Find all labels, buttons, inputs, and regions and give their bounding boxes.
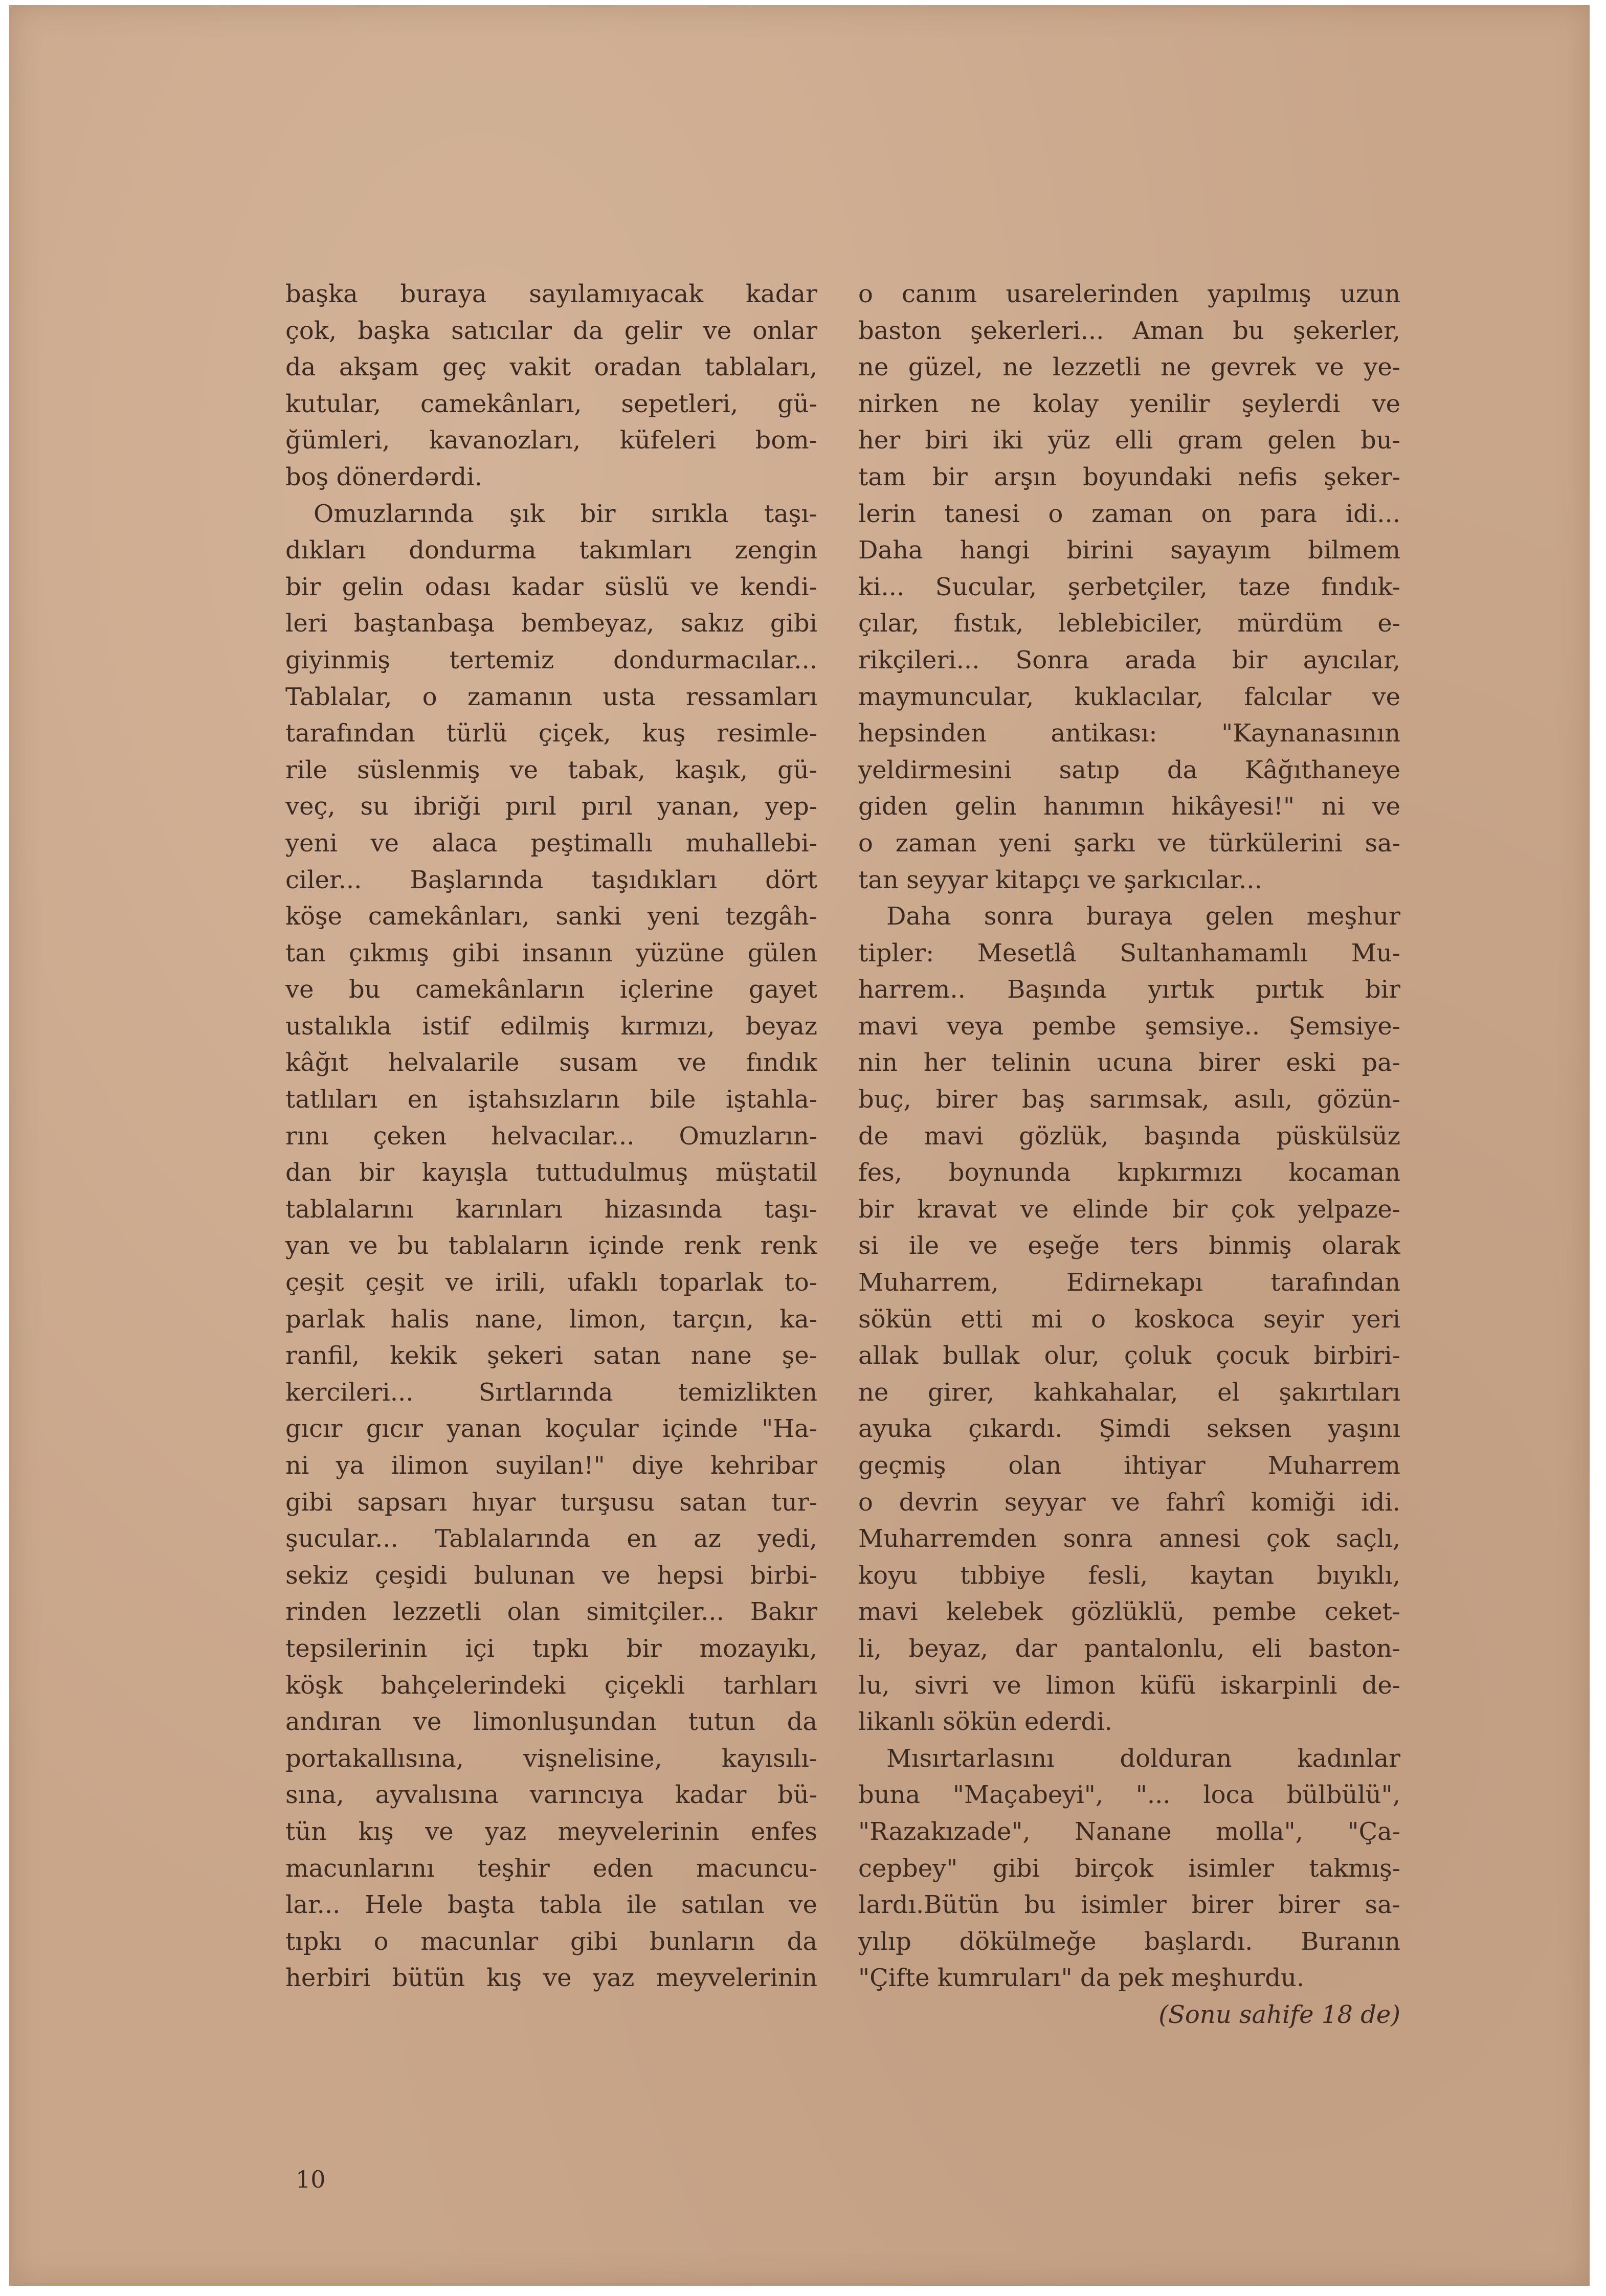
text-line: veç, su ibriği pırıl pırıl yanan, yep-	[285, 792, 817, 821]
text-line: buna "Maçabeyi", "... loca bülbülü",	[858, 1781, 1400, 1810]
text-line: tam bir arşın boyundaki nefis şeker-	[858, 462, 1400, 491]
text-line: "Çifte kumruları" da pek meşhurdu.	[858, 1964, 1305, 1993]
text-line: boş dönerdərdi.	[285, 462, 482, 491]
text-line: bir gelin odası kadar süslü ve kendi-	[285, 572, 817, 601]
text-line: lerin tanesi o zaman on para idi...	[858, 499, 1400, 528]
text-line: dan bir kayışla tuttudulmuş müştatil	[285, 1158, 817, 1187]
text-line: şucular... Tablalarında en az yedi,	[285, 1524, 817, 1554]
text-line: başka buraya sayılamıyacak kadar	[285, 280, 817, 308]
text-line: çılar, fıstık, leblebiciler, mürdüm e-	[858, 609, 1400, 638]
text-line: lar... Hele başta tabla ile satılan ve	[285, 1890, 817, 1920]
text-line: rile süslenmiş ve tabak, kaşık, gü-	[285, 755, 817, 784]
text-line: rinden lezzetli olan simitçiler... Bakır	[285, 1597, 817, 1627]
text-line: o canım usarelerinden yapılmış uzun	[858, 280, 1400, 308]
text-line: Muharremden sonra annesi çok saçlı,	[858, 1524, 1400, 1554]
text-line: hepsinden antikası: "Kaynanasının	[858, 719, 1400, 748]
text-line: ciler... Başlarında taşıdıkları dört	[285, 865, 817, 894]
text-line: andıran ve limonluşundan tutun da	[285, 1707, 817, 1737]
text-line: tatlıları en iştahsızların bile iştahla-	[285, 1085, 817, 1114]
text-line: sına, ayvalısına varıncıya kadar bü-	[285, 1781, 817, 1810]
text-line: ni ya ilimon suyilan!" diye kehribar	[285, 1451, 817, 1480]
text-line: de mavi gözlük, başında püskülsüz	[858, 1121, 1400, 1151]
text-line: herbiri bütün kış ve yaz meyvelerinin	[285, 1964, 817, 1993]
page-number: 10	[296, 2166, 326, 2193]
text-line: her biri iki yüz elli gram gelen bu-	[858, 426, 1400, 455]
text-line: ne girer, kahkahalar, el şakırtıları	[858, 1378, 1400, 1407]
text-line: tepsilerinin içi tıpkı bir mozayıkı,	[285, 1634, 817, 1663]
text-line: tablalarını karınları hizasında taşı-	[285, 1195, 817, 1224]
text-line: ayuka çıkardı. Şimdi seksen yaşını	[858, 1414, 1400, 1444]
text-line: bir kravat ve elinde bir çok yelpaze-	[858, 1195, 1400, 1224]
text-column-left	[285, 276, 817, 1997]
text-line: tipler: Mesetlâ Sultanhamamlı Mu-	[858, 938, 1400, 967]
text-line: maymuncular, kuklacılar, falcılar ve	[858, 682, 1400, 711]
text-line: fes, boynunda kıpkırmızı kocaman	[858, 1158, 1400, 1187]
text-line: li, beyaz, dar pantalonlu, eli baston-	[858, 1634, 1400, 1663]
text-line: portakallısına, vişnelisine, kayısılı-	[285, 1744, 817, 1773]
text-line: tarafından türlü çiçek, kuş resimle-	[285, 719, 817, 748]
text-line: çok, başka satıcılar da gelir ve onlar	[285, 316, 817, 345]
text-line: da akşam geç vakit oradan tablaları,	[285, 353, 817, 382]
text-line: yan ve bu tablaların içinde renk renk	[285, 1231, 817, 1260]
text-line: harrem.. Başında yırtık pırtık bir	[858, 975, 1400, 1004]
text-line: tıpkı o macunlar gibi bunların da	[285, 1927, 817, 1956]
text-line: ne güzel, ne lezzetli ne gevrek ve ye-	[858, 353, 1400, 382]
text-line: sekiz çeşidi bulunan ve hepsi birbi-	[285, 1561, 817, 1590]
text-line: lardı.Bütün bu isimler birer birer sa-	[858, 1890, 1400, 1920]
text-line: likanlı sökün ederdi.	[858, 1707, 1112, 1737]
text-line: giden gelin hanımın hikâyesi!" ni ve	[858, 792, 1400, 821]
text-line: buç, birer baş sarımsak, asılı, gözün-	[858, 1085, 1400, 1114]
text-line: Mısırtarlasını dolduran kadınlar	[886, 1744, 1400, 1773]
text-line: Daha hangi birini sayayım bilmem	[858, 536, 1400, 565]
text-line: mavi veya pembe şemsiye.. Şemsiye-	[858, 1011, 1400, 1041]
text-line: nirken ne kolay yenilir şeylerdi ve	[858, 389, 1400, 418]
text-line: köşk bahçelerindeki çiçekli tarhları	[285, 1671, 817, 1700]
text-line: tan seyyar kitapçı ve şarkıcılar...	[858, 865, 1262, 894]
text-column-right	[858, 276, 1400, 2034]
text-line: nin her telinin ucuna birer eski pa-	[858, 1048, 1400, 1077]
text-line: Daha sonra buraya gelen meşhur	[886, 902, 1400, 931]
text-line: mavi kelebek gözlüklü, pembe ceket-	[858, 1597, 1400, 1627]
text-line: koyu tıbbiye fesli, kaytan bıyıklı,	[858, 1561, 1400, 1590]
text-line: o devrin seyyar ve fahrî komiği idi.	[858, 1488, 1400, 1517]
text-line: "Razakızade", Nanane molla", "Ça-	[858, 1817, 1400, 1846]
text-line: yılıp dökülmeğe başlardı. Buranın	[858, 1927, 1400, 1956]
text-line: kercileri... Sırtlarında temizlikten	[285, 1378, 817, 1407]
text-line: Omuzlarında şık bir sırıkla taşı-	[314, 499, 817, 528]
text-line: ğümleri, kavanozları, küfeleri bom-	[285, 426, 817, 455]
text-line: giyinmiş tertemiz dondurmacılar...	[285, 645, 817, 674]
text-line: köşe camekânları, sanki yeni tezgâh-	[285, 902, 817, 931]
text-line: çeşit çeşit ve irili, ufaklı toparlak to-	[285, 1268, 817, 1297]
text-line: gibi sapsarı hıyar turşusu satan tur-	[285, 1488, 817, 1517]
text-line: cepbey" gibi birçok isimler takmış-	[858, 1854, 1400, 1883]
text-line: o zaman yeni şarkı ve türkülerini sa-	[858, 828, 1400, 858]
text-line: kutular, camekânları, sepetleri, gü-	[285, 389, 817, 418]
text-line: parlak halis nane, limon, tarçın, ka-	[285, 1304, 817, 1334]
text-line: dıkları dondurma takımları zengin	[285, 536, 817, 565]
text-line: sökün etti mi o koskoca seyir yeri	[858, 1304, 1400, 1334]
text-line: tan çıkmış gibi insanın yüzüne gülen	[285, 938, 817, 967]
text-line: tün kış ve yaz meyvelerinin enfes	[285, 1817, 817, 1846]
text-line: lu, sivri ve limon küfü iskarpinli de-	[858, 1671, 1400, 1700]
text-line: allak bullak olur, çoluk çocuk birbiri-	[858, 1341, 1400, 1370]
text-line: baston şekerleri... Aman bu şekerler,	[858, 316, 1400, 345]
text-line: Tablalar, o zamanın usta ressamları	[285, 682, 817, 711]
text-line: ve bu camekânların içlerine gayet	[285, 975, 817, 1004]
text-line: ustalıkla istif edilmiş kırmızı, beyaz	[285, 1011, 817, 1041]
text-line: yeldirmesini satıp da Kâğıthaneye	[858, 755, 1400, 784]
text-line: gıcır gıcır yanan koçular içinde "Ha-	[285, 1414, 817, 1444]
text-line: ki... Sucular, şerbetçiler, taze fındık-	[858, 572, 1400, 601]
text-line: si ile ve eşeğe ters binmiş olarak	[858, 1231, 1400, 1260]
text-line: leri baştanbaşa bembeyaz, sakız gibi	[285, 609, 817, 638]
text-line: yeni ve alaca peştimallı muhallebi-	[285, 828, 817, 858]
text-line: Muharrem, Edirnekapı tarafından	[858, 1268, 1400, 1297]
text-line: rını çeken helvacılar... Omuzların-	[285, 1121, 817, 1151]
magazine-page	[9, 5, 1590, 2286]
text-line: kâğıt helvalarile susam ve fındık	[285, 1048, 817, 1077]
text-line: geçmiş olan ihtiyar Muharrem	[858, 1451, 1400, 1480]
text-line: rikçileri... Sonra arada bir ayıcılar,	[858, 645, 1400, 674]
continuation-note: (Sonu sahife 18 de)	[1158, 2000, 1400, 2029]
text-line: macunlarını teşhir eden macuncu-	[285, 1854, 817, 1883]
text-line: ranfil, kekik şekeri satan nane şe-	[285, 1341, 817, 1370]
